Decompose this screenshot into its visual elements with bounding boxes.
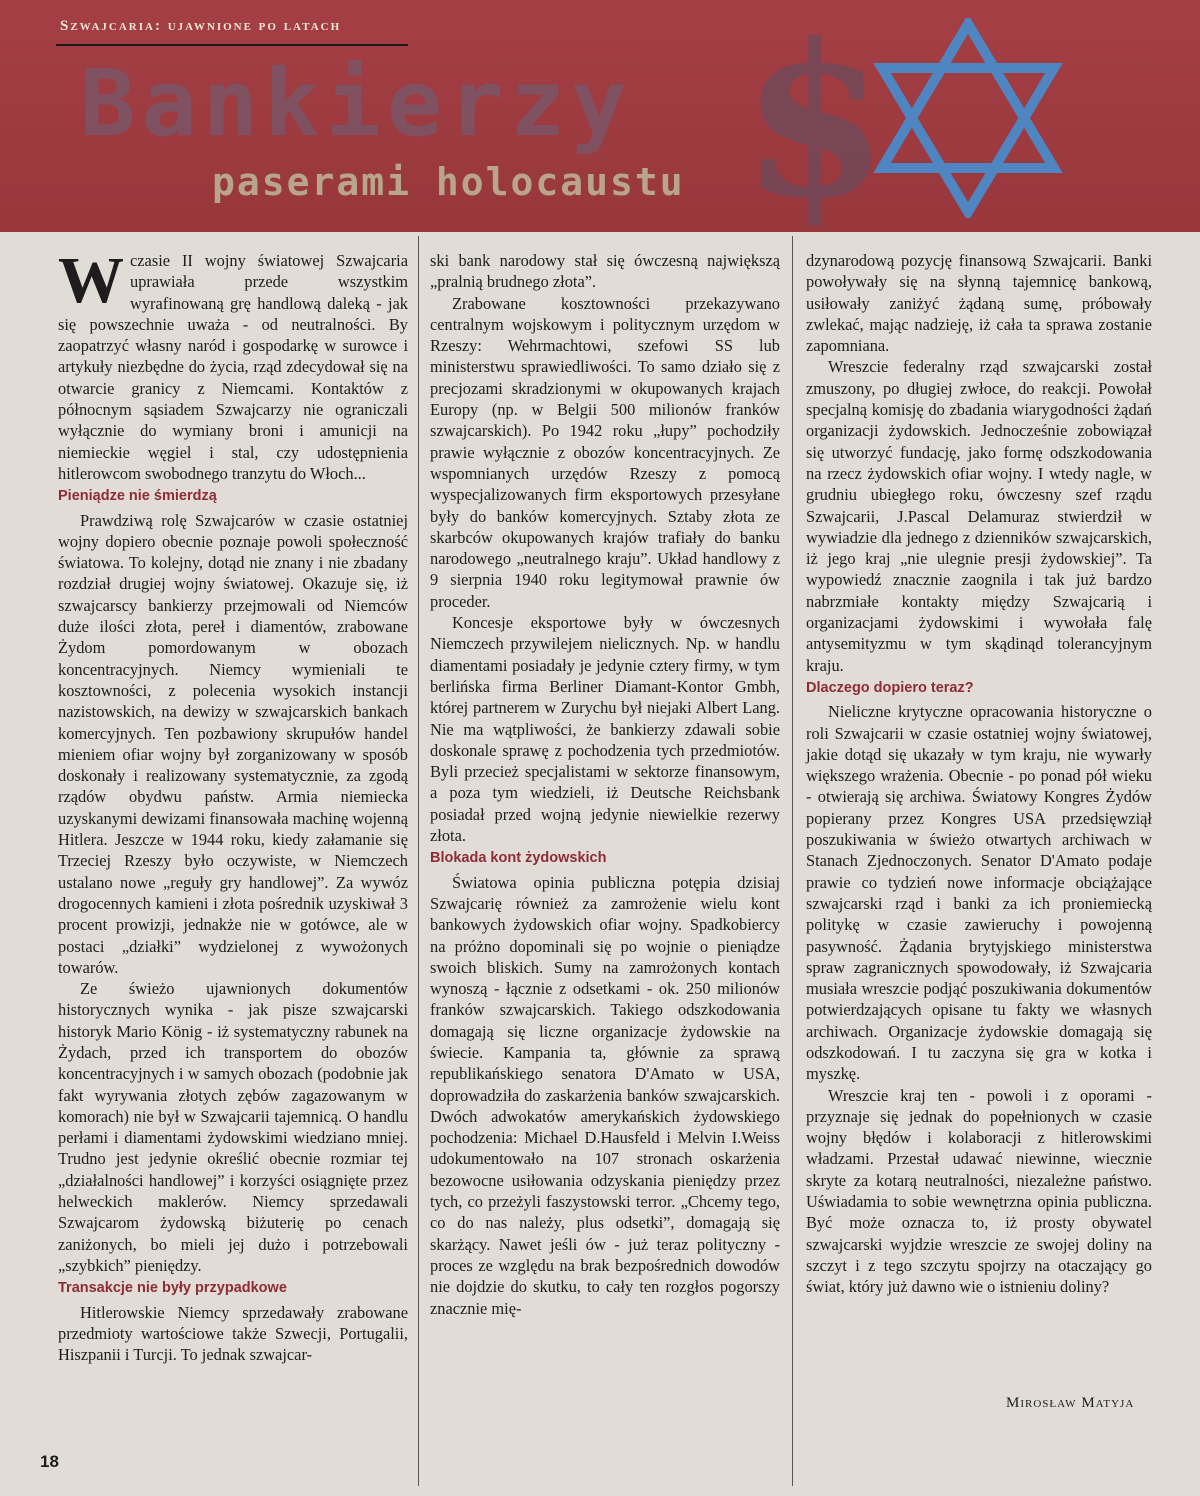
paragraph: Hitlerowskie Niemcy sprzedawały zrabowane przedmioty wartościowe także Szwecji, Portugalii, Hiszpanii i Turcji. To jednak szwajcar- [58,1302,408,1365]
kicker-underline [56,44,408,46]
paragraph: Prawdziwą rolę Szwajcarów w czasie ostatniej wojny dopiero obecnie poznaje powoli społeczność światowa. To kolejny, dotąd nie znany i nie zbadany rozdział drugiej wojny światowej. Okazuje się, iż szwajcarscy bankierzy przejmowali od Niemców duże ilości złota, pereł i diamentów, zrabowane Żydom pomordowanym w obozach koncentracyjnych. Niemcy wymieniali te kosztowności, z polecenia wysokich instancji nazistowskich, na dewizy w szwajcarskich bankach komercyjnych. Ten pozbawiony skrupułów handel mieniem ofiar wojny był zorganizowany w sposób doskonały i realizowany systematycznie, za zgodą rządów obydwu państw. Armia niemiecka uzyskanymi dewizami finansowała machinę wojenną Hitlera. Jeszcze w 1944 roku, kiedy załamanie się Trzeciej Rzeszy było oczywiste, w Niemczech ustalano nowe „reguły gry handlowej”. Za wywóz drogocennych kamieni i złota pośrednik uzyskiwał 3 procent prowizji, jednakże nie w gotówce, ale w postaci „działki” wydzielonej z wywożonych towarów. [58,510,408,977]
paragraph: Wreszcie kraj ten - powoli i z oporami - przyznaje się jednak do popełnionych w czasie wojny błędów i kolaboracji z hitlerowskimi władzami. Przestał udawać niewinne, wiecznie skryte za kotarą neutralności, niezależne państwo. Uświadamia to sobie wewnętrzna opinia publiczna. Być może oznacza to, iż prosty obywatel szwajcarski wyjdzie wreszcie ze swojej doliny na szczyt i z tego szczytu spojrzy na otaczający go świat, który już dawno wie o istnieniu doliny? [806,1085,1152,1297]
article-header [0,0,1200,232]
subheading: Dlaczego dopiero teraz? [806,679,974,696]
column-divider [792,236,793,1486]
column-3 [806,250,1152,1298]
paragraph: ski bank narodowy stał się ówczesną największą „pralnią brudnego złota”. [430,251,780,292]
page-number: 18 [40,1452,59,1471]
subheading: Blokada kont żydowskich [430,850,607,867]
paragraph: Nieliczne krytyczne opracowania historyczne o roli Szwajcarii w czasie ostatniej wojny światowej, jakie dotąd się ukazały w tym kraju, nie wywarły większego wrażenia. Obecnie - po ponad pół wieku - otwierają się archiwa. Światowy Kongres Żydów popierany przez Kongres USA przedsięwziął poszukiwania w świeżo otwartych archiwach w Stanach Zjednoczonych. Senator D'Amato podaje prawie co tydzień nowe informacje obciążające szwajcarski rząd i banki za ich proniemiecką politykę w czasie zawieruchy i powojenną pasywność. Żądania brytyjskiego ministerstwa spraw zagranicznych spowodowały, iż Szwajcaria musiała wreszcie podjąć poszukiwania dokumentów potwierdzających opisane tu fakty we własnych archiwach. Organizacje żydowskie domagają się odszkodowań. I tu zaczyna się gra w kotka i myszkę. [806,702,1152,1084]
author-byline: Mirosław Matyja [1006,1395,1135,1411]
dollar-sign-icon: $ [742,0,889,232]
article-title: Bankierzy [80,50,633,157]
paragraph: dzynarodową pozycję finansową Szwajcarii. Banki powoływały się na słynną tajemnicę bankową, usiłowały zaniżyć żądaną sumę, próbowały zwlekać, mając nadzieję, iż cała ta sprawa zostanie zapomniana. [806,251,1152,356]
subheading: Transakcje nie były przypadkowe [58,1280,287,1297]
column-divider [418,236,419,1486]
subheading: Pieniądze nie śmierdzą [58,488,217,505]
article-subtitle: paserami holocaustu [212,160,685,204]
lead-paragraph: Wczasie II wojny światowej Szwajcaria uprawiała przede wszystkim wyrafinowaną grę handlową daleką - jak się powszechnie uważa - od neutralności. By zaopatrzyć własny naród i gospodarkę w surowce i artykuły niezbędne do życia, rząd zdecydował się na otwarcie granicy z Niemcami. Kontaktów z północnym sąsiadem Szwajcarzy nie ograniczali wyłącznie do wymiany broni i amunicji na niemieckie węgiel i stal, czy udostępnienia hitlerowcom swobodnego tranzytu do Włoch... [58,244,408,483]
paragraph: Koncesje eksportowe były w ówczesnych Niemczech przywilejem nielicznych. Np. w handlu diamentami posiadały je jedynie cztery firmy, w tym berlińska firma Berliner Diamant-Kontor Gmbh, której partnerem w Zurychu był niejaki Albert Lang. Nie ma wątpliwości, że bankierzy zdawali sobie doskonale sprawę z pochodzenia tych przedmiotów. Byli przecież specjalistami w sektorze finansowym, a poza tym wiedzieli, iż Deutsche Reichsbank posiadał przed wojną jedynie niewielkie rezerwy złota. [430,613,780,846]
paragraph: Wreszcie federalny rząd szwajcarski został zmuszony, po długiej zwłoce, do reakcji. Powołał specjalną komisję do zbadania wiarygodności żądań organizacji żydowskich. Jednocześnie zobowiązał się utworzyć fundację, jako formę odszkodowania na rzecz żydowskich ofiar wojny. I wtedy nagle, w grudniu ubiegłego roku, ówczesny szef rządu Szwajcarii, J.Pascal Delamuraz stwierdził w wywiadzie dla jednego z dzienników szwajcarskich, iż jego kraj „nie ulegnie presji żydowskiej”. Ta wypowiedź znacznie zaognila i tak już bardzo nabrzmiałe kontakty między Szwajcarią i organizacjami żydowskimi i wywołała falę antysemityzmu w tym skądinąd tolerancyjnym kraju. [806,357,1152,675]
paragraph: Ze świeżo ujawnionych dokumentów historycznych wynika - jak pisze szwajcarski historyk Mario König - iż systematyczny rabunek na Żydach, przed ich transportem do obozów koncentracyjnych i w samych obozach (podobnie jak fakt wyrywania złotych zębów zagazowanym w komorach) nie był w Szwajcarii tajemnicą. O handlu perłami i diamentami żydowskimi wiedziano mniej. Trudno jest jedynie określić obecnie rozmiar tej „działalności handlowej” i korzyści osiągnięte przez helweckich maklerów. Niemcy sprzedawali Szwajcarom żydowską biżuterię po cenach zaniżonych, bo mieli jej dużo i potrzebowali „szybkich” pieniędzy. [58,979,408,1275]
section-kicker: Szwajcaria: ujawnione po latach [60,18,342,34]
star-of-david-icon [870,18,1066,218]
column-2 [430,250,780,1319]
paragraph: Światowa opinia publiczna potępia dzisiaj Szwajcarię również za zamrożenie wielu kont bankowych żydowskich ofiar wojny. Spadkobiercy na próżno dopominali się po wojnie o pieniądze swoich bliskich. Sumy na zamrożonych kontach wynoszą - łącznie z odsetkami - ok. 250 milionów franków szwajcarskich. Takiego odszkodowania domagają się liczne organizacje żydowskie na świecie. Kampania ta, głównie za sprawą republikańskiego senatora D'Amato w USA, doprowadziła do zaskarżenia banków szwajcarskich. Dwóch adwokatów amerykańskich żydowskiego pochodzenia: Michael D.Hausfeld i Melvin I.Weiss udokumentowało na 107 stronach oskarżenia bezowocne usiłowania odzyskania pieniędzy przez tych, co przeżyli faszystowski terror. „Chcemy tego, co do nas należy, plus odsetki”, domagają się skarżący. Nawet jeśli ów - już teraz polityczny - proces ze względu na brak bezpośrednich dowodów nie dojdzie do skutku, to cały ten rozgłos pogorszy znacznie mię- [430,872,780,1318]
drop-cap: W [58,244,124,317]
column-1 [58,244,408,1365]
paragraph: Zrabowane kosztowności przekazywano centralnym wojskowym i politycznym urzędom w Rzeszy: Wehrmachtowi, szefowi SS lub ministerstwu sprawiedliwości. To samo działo się z precjozami skradzionymi w okupowanych krajach Europy (np. w Belgii 500 milionów franków szwajcarskich). Po 1942 roku „łupy” pochodziły prawie wyłącznie z obozów koncentracyjnych. Ze wspomnianych urzędów Rzeszy z pomocą wyspecjalizowanych firm eksportowych przesyłane były do banków komercyjnych. Sztaby złota ze skarbców okupowanych krajów trafiały do banku narodowego „neutralnego kraju”. Układ handlowy z 9 sierpnia 1940 roku legitymował prawnie ów proceder. [430,293,780,611]
